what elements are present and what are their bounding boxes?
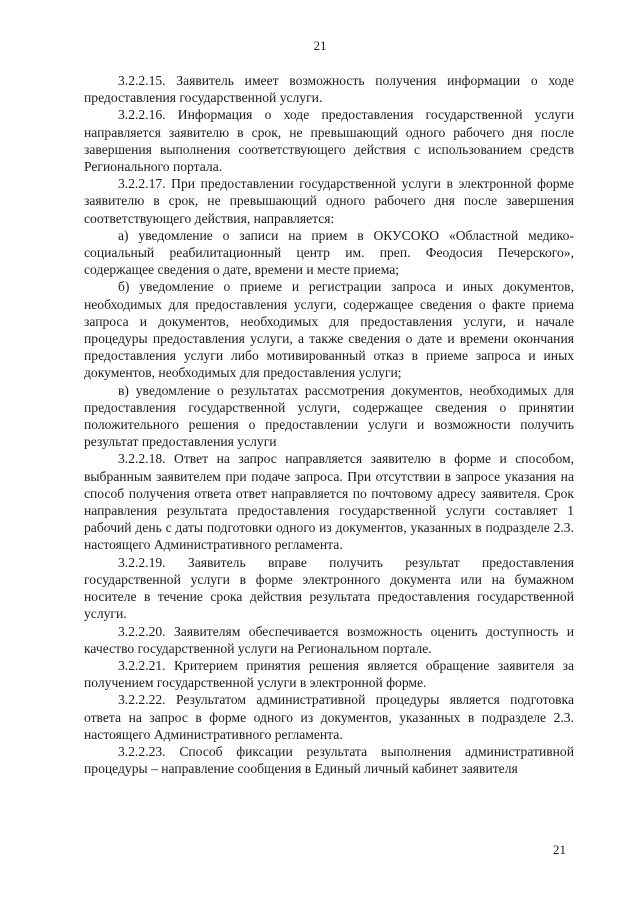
paragraph-item-v: в) уведомление о результатах рассмотрения документов, необходимых для предоставления государственной услуги, содержащее сведения о принятии положительного решения о предоставлении услуги и возможности получить результат предоставления услуги xyxy=(84,382,574,450)
paragraph-3-2-2-21: 3.2.2.21. Критерием принятия решения является обращение заявителя за получением государственной услуги в электронной форме. xyxy=(84,657,574,691)
document-body xyxy=(84,72,574,777)
paragraph-3-2-2-19: 3.2.2.19. Заявитель вправе получить результат предоставления государственной услуги в форме электронного документа или на бумажном носителе в течение срока действия результата предоставления государственной услуги. xyxy=(84,554,574,622)
paragraph-3-2-2-22: 3.2.2.22. Результатом административной процедуры является подготовка ответа на запрос в форме одного из документов, указанных в подразделе 2.3. настоящего Административного регламента. xyxy=(84,692,574,742)
page-number-top: 21 xyxy=(313,38,327,53)
paragraph-item-a: а) уведомление о записи на прием в ОКУСОКО «Областной медико-социальный реабилитационный центр им. преп. Феодосия Печерского», содержащее сведения о дате, времени и месте приема; xyxy=(84,227,574,278)
paragraph-3-2-2-15: 3.2.2.15. Заявитель имеет возможность получения информации о ходе предоставления государственной услуги. xyxy=(84,73,574,106)
paragraph-3-2-2-18: 3.2.2.18. Ответ на запрос направляется заявителю в форме и способом, выбранным заявителем при подаче запроса. При отсутствии в запросе указания на способ получения ответа ответ направляется по почтовому адресу заявителя. Срок направления результата предоставления государственной услуги составляет 1 рабочий день с даты подготовки одного из документов, указанных в подразделе 2.3. настоящего Административного регламента. xyxy=(84,451,574,553)
paragraph-item-b: б) уведомление о приеме и регистрации запроса и иных документов, необходимых для предоставления услуги, содержащее сведения о факте приема запроса и документов, необходимых для предоставления услуги, и начале процедуры предоставления услуги, а также сведения о дате и времени окончания предоставления услуги либо мотивированный отказ в приеме запроса и иных документов, необходимых для предоставления услуги; xyxy=(84,279,574,381)
paragraph-3-2-2-20: 3.2.2.20. Заявителям обеспечивается возможность оценить доступность и качество государственной услуги на Региональном портале. xyxy=(84,623,574,656)
paragraph-3-2-2-16: 3.2.2.16. Информация о ходе предоставления государственной услуги направляется заявителю в срок, не превышающий одного рабочего дня после завершения выполнения соответствующего действия с использованием средств Регионального портала. xyxy=(84,107,574,175)
page-number-bottom: 21 xyxy=(553,842,566,857)
paragraph-3-2-2-17: 3.2.2.17. При предоставлении государственной услуги в электронной форме заявителю в срок, не превышающий одного рабочего дня после завершения соответствующего действия, направляется: xyxy=(84,176,574,226)
paragraph-3-2-2-23: 3.2.2.23. Способ фиксации результата выполнения административной процедуры – направление сообщения в Единый личный кабинет заявителя xyxy=(84,743,574,777)
